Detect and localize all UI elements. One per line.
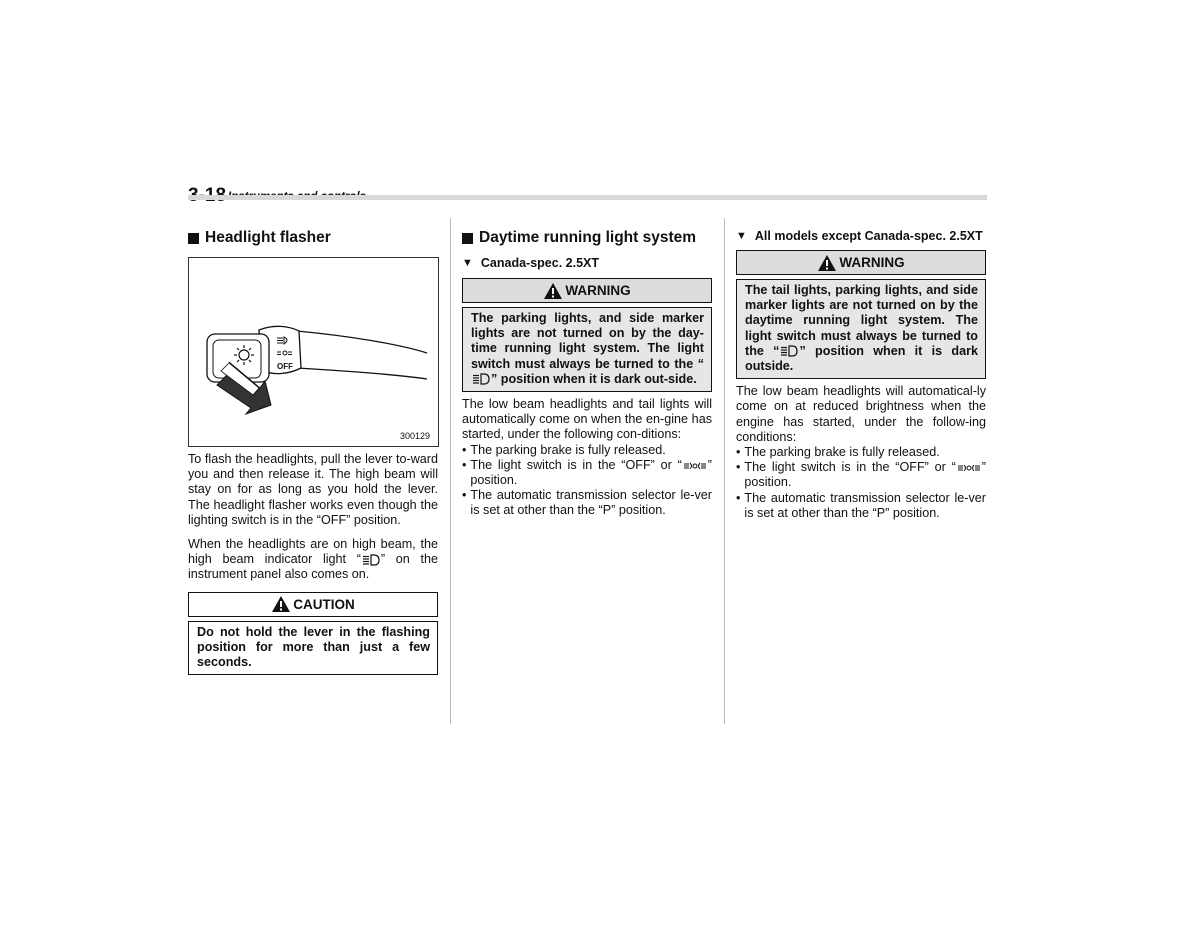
warning-text: The parking lights, and side marker lights are not turned on by the day-time running light system. The light switch must always be turned to the “” position when it is dark out-side. <box>462 307 712 392</box>
header-bar <box>188 195 987 200</box>
warning-triangle-icon <box>817 254 837 272</box>
figure-code: 300129 <box>399 431 430 441</box>
heading-daytime-running-light: Daytime running light system <box>462 228 712 248</box>
position-lights-icon <box>682 461 708 471</box>
warning-triangle-icon <box>271 595 291 613</box>
list-item: • The automatic transmission selector le-ver is set at other than the “P” position. <box>462 488 712 518</box>
high-beam-icon <box>361 554 381 566</box>
down-triangle-icon: ▼ <box>462 257 473 269</box>
svg-text:OFF: OFF <box>277 362 293 371</box>
column-divider <box>724 218 725 724</box>
subheading-canada: ▼ Canada-spec. 2.5XT <box>462 256 599 270</box>
down-triangle-icon: ▼ <box>736 230 747 242</box>
heading-headlight-flasher: Headlight flasher <box>188 228 438 248</box>
high-beam-icon <box>471 373 491 385</box>
column-divider <box>450 218 451 724</box>
paragraph: The low beam headlights and tail lights will automatically come on when the en-gine has started, under the following con-ditions: <box>462 397 712 442</box>
list-item: • The parking brake is fully released. <box>736 445 940 460</box>
square-bullet-icon <box>462 233 473 244</box>
paragraph: When the headlights are on high beam, the high beam indicator light “ ” on the instrument panel also comes on. <box>188 537 438 582</box>
warning-label-box: WARNING <box>462 278 712 303</box>
warning-block <box>736 250 986 379</box>
caution-text: Do not hold the lever in the flashing position for more than just a few seconds. <box>188 621 438 676</box>
warning-triangle-icon <box>543 282 563 300</box>
warning-label-box: WARNING <box>736 250 986 275</box>
warning-block <box>462 278 712 392</box>
position-lights-icon <box>956 463 982 473</box>
subheading-all-models: ▼ All models except Canada-spec. 2.5XT <box>736 229 983 243</box>
caution-label-box: CAUTION <box>188 592 438 617</box>
list-item: • The light switch is in the “OFF” or “ ” position. <box>462 457 712 488</box>
caution-block <box>188 592 438 676</box>
paragraph: To flash the headlights, pull the lever to-ward you and then release it. The high beam will stay on for as long as you hold the lever. The headlight flasher works even though the lighting switch is in the “OFF” position. <box>188 452 438 527</box>
list-item: • The parking brake is fully released. <box>462 442 666 457</box>
lever-figure <box>188 257 439 447</box>
paragraph: The low beam headlights will automatical-ly come on at reduced brightness when the engine has started, under the follow-ing conditions: <box>736 384 986 444</box>
list-item: • The light switch is in the “OFF” or “ ” position. <box>736 460 986 490</box>
column-1 <box>188 228 438 670</box>
column-3 <box>736 228 986 521</box>
list-item: • The automatic transmission selector le-ver is set at other than the “P” position. <box>736 490 986 520</box>
turn-signal-lever-illustration <box>189 258 438 446</box>
square-bullet-icon <box>188 233 199 244</box>
warning-text: The tail lights, parking lights, and side marker lights are not turned on by the daytime running light system. The light switch must always be turned to the “ ” position when it is dark outside. <box>736 279 986 379</box>
column-2 <box>462 228 712 519</box>
high-beam-icon <box>779 345 799 357</box>
